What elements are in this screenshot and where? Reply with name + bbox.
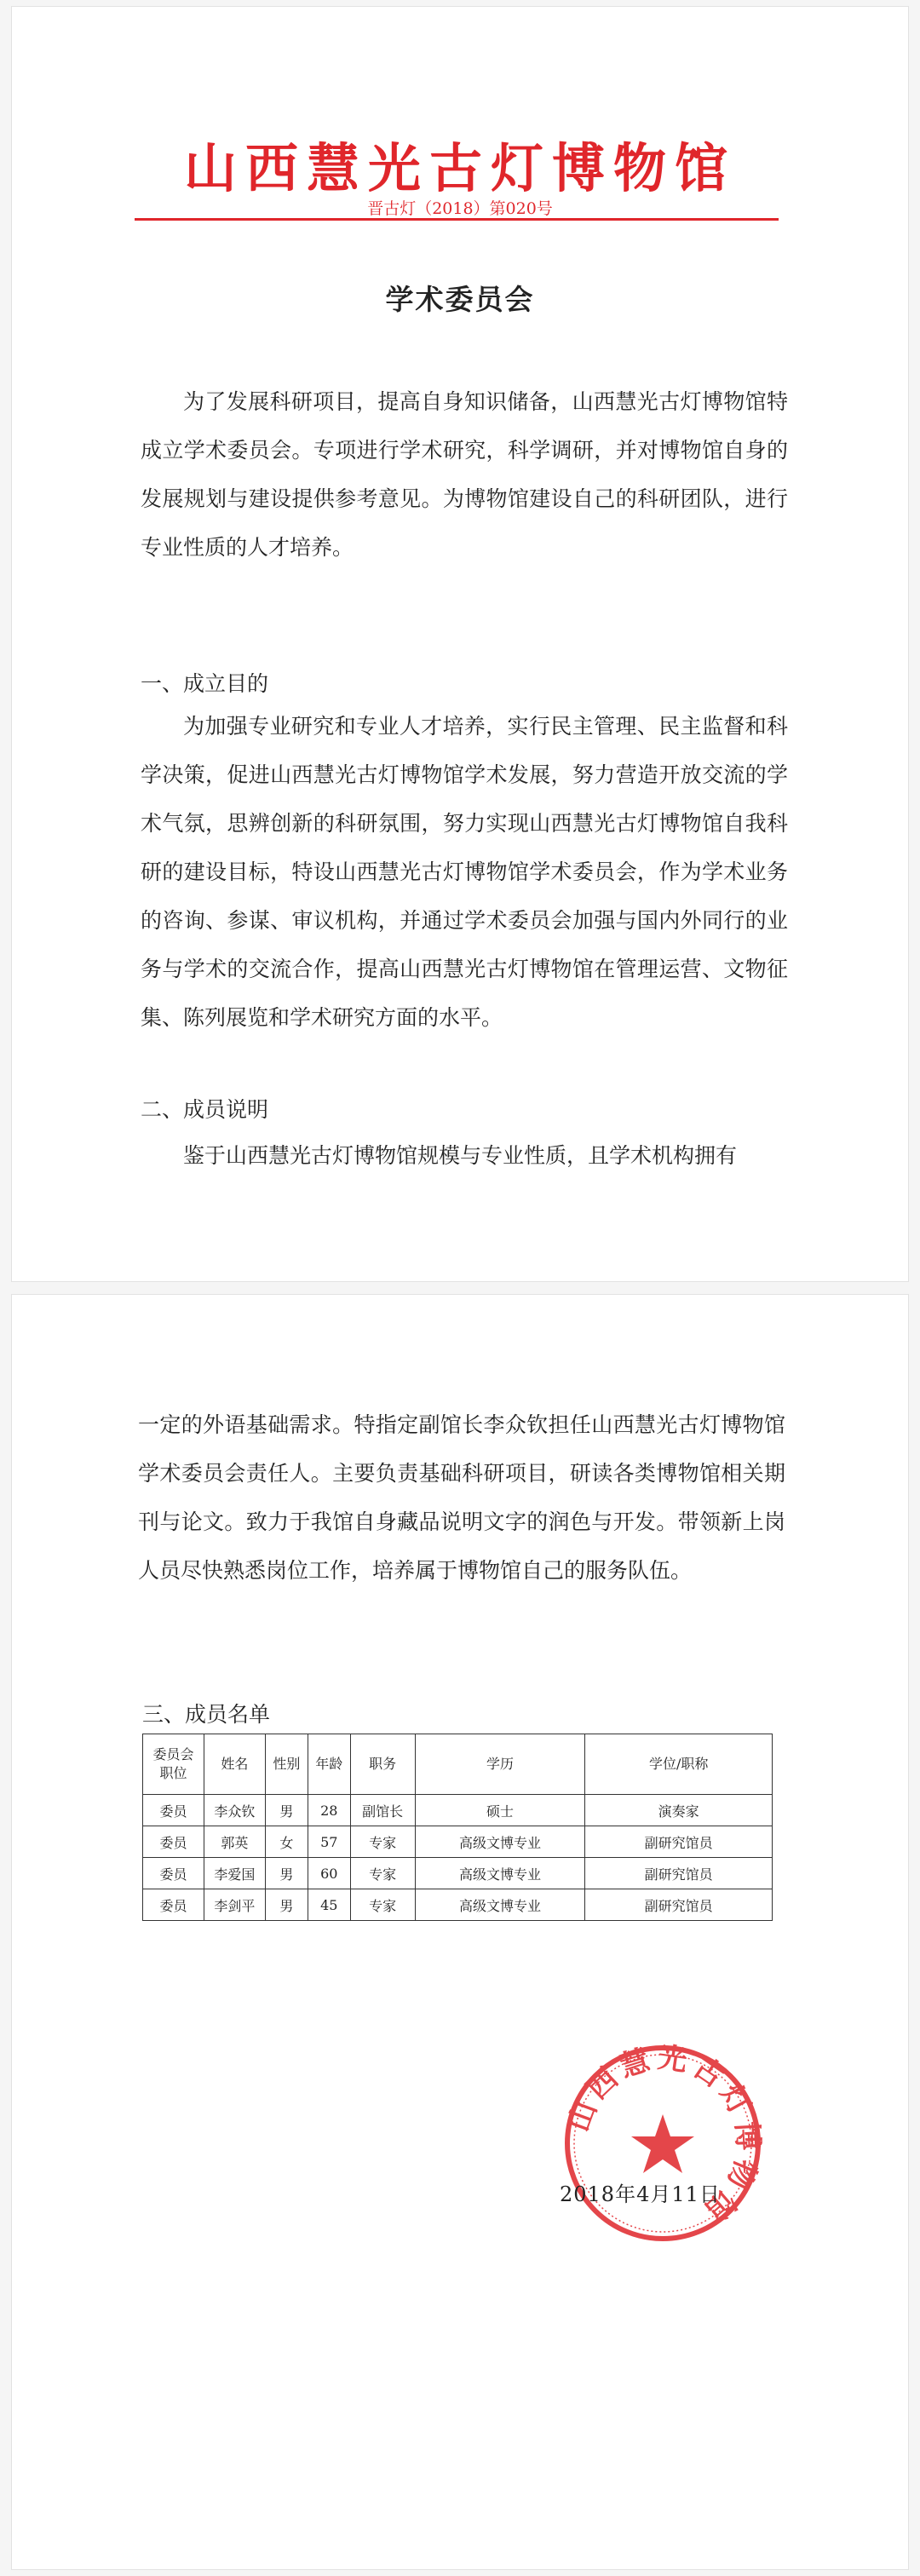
document-number: 晋古灯（2018）第020号 [367, 199, 553, 218]
column-header: 职务 [350, 1734, 415, 1795]
section-2-body-part2: 一定的外语基础需求。特指定副馆长李众钦担任山西慧光古灯博物馆学术委员会责任人。主要负责基础科研项目，研读各类博物馆相关期刊与论文。致力于我馆自身藏品说明文字的润色与开发。带领新上岗人员尽快熟悉岗位工作，培养属于博物馆自己的服务队伍。 [138, 1412, 785, 1583]
table-cell: 男 [265, 1795, 308, 1826]
column-header: 学历 [415, 1734, 585, 1795]
table-cell: 李爱国 [204, 1858, 265, 1889]
table-cell: 副研究馆员 [585, 1889, 773, 1921]
table-cell: 李众钦 [204, 1795, 265, 1826]
table-cell: 委员 [143, 1889, 204, 1921]
org-name-header: 山西慧光古灯博物馆 [183, 137, 736, 199]
column-header: 委员会职位 [143, 1734, 204, 1795]
table-cell: 李剑平 [204, 1889, 265, 1921]
column-header: 姓名 [204, 1734, 265, 1795]
section-2-heading: 二、成员说明 [141, 1097, 269, 1122]
table-row [143, 1858, 773, 1889]
table-cell: 委员 [143, 1795, 204, 1826]
table-cell: 女 [265, 1826, 308, 1858]
intro-paragraph: 为了发展科研项目，提高自身知识储备，山西慧光古灯博物馆特成立学术委员会。专项进行学术研究，科学调研，并对博物馆自身的发展规划与建设提供参考意见。为博物馆建设自己的科研团队，进行专业性质的人才培养。 [141, 389, 788, 560]
table-cell: 男 [265, 1889, 308, 1921]
official-seal-icon [561, 2041, 765, 2245]
table-cell: 高级文博专业 [415, 1889, 585, 1921]
red-divider [135, 218, 779, 221]
document-page-2 [12, 1295, 908, 2569]
table-cell: 副研究馆员 [585, 1826, 773, 1858]
column-header: 性别 [265, 1734, 308, 1795]
table-header-row [143, 1734, 773, 1795]
document-page-1 [12, 7, 908, 1281]
table-cell: 专家 [350, 1826, 415, 1858]
table-cell: 委员 [143, 1826, 204, 1858]
table-row [143, 1889, 773, 1921]
column-header: 学位/职称 [585, 1734, 773, 1795]
table-cell: 45 [308, 1889, 350, 1921]
document-title: 学术委员会 [385, 283, 535, 316]
table-row [143, 1826, 773, 1858]
section-2-body-part1: 鉴于山西慧光古灯博物馆规模与专业性质，且学术机构拥有 [183, 1143, 738, 1168]
signature-date: 2018年4月11日 [560, 2182, 721, 2206]
seal-text: 山西慧光古灯博物馆 [561, 2041, 765, 2231]
member-table [142, 1734, 773, 1921]
table-cell: 委员 [143, 1858, 204, 1889]
table-cell: 28 [308, 1795, 350, 1826]
table-cell: 郭英 [204, 1826, 265, 1858]
table-cell: 男 [265, 1858, 308, 1889]
table-row [143, 1795, 773, 1826]
table-cell: 高级文博专业 [415, 1858, 585, 1889]
table-cell: 高级文博专业 [415, 1826, 585, 1858]
table-cell: 60 [308, 1858, 350, 1889]
table-cell: 演奏家 [585, 1795, 773, 1826]
column-header: 年龄 [308, 1734, 350, 1795]
table-cell: 57 [308, 1826, 350, 1858]
table-cell: 专家 [350, 1858, 415, 1889]
section-3-heading: 三、成员名单 [142, 1702, 271, 1727]
section-1-heading: 一、成立目的 [141, 671, 269, 696]
section-1-body: 为加强专业研究和专业人才培养，实行民主管理、民主监督和科学决策，促进山西慧光古灯博物馆学术发展，努力营造开放交流的学术气氛，思辨创新的科研氛围，努力实现山西慧光古灯博物馆自我科研的建设目标，特设山西慧光古灯博物馆学术委员会，作为学术业务的咨询、参谋、审议机构，并通过学术委员会加强与国内外同行的业务与学术的交流合作，提高山西慧光古灯博物馆在管理运营、文物征集、陈列展览和学术研究方面的水平。 [141, 714, 788, 1030]
table-cell: 副研究馆员 [585, 1858, 773, 1889]
table-cell: 副馆长 [350, 1795, 415, 1826]
table-cell: 专家 [350, 1889, 415, 1921]
table-cell: 硕士 [415, 1795, 585, 1826]
